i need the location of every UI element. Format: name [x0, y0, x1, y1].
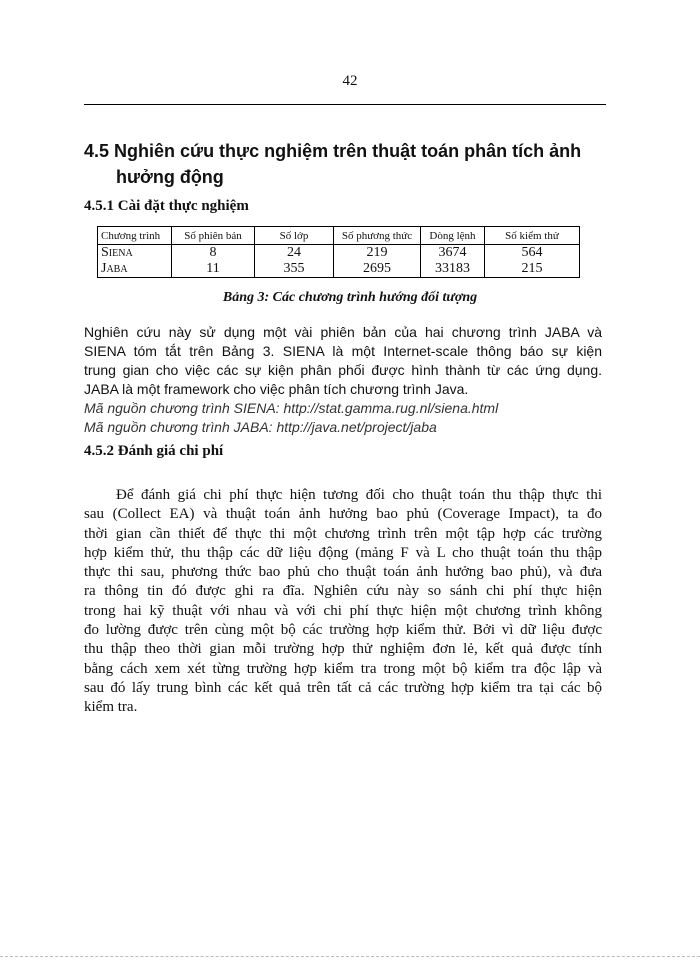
- intro-paragraph: [84, 323, 602, 437]
- cell-loc: 33183: [421, 261, 485, 278]
- header-loc: Dòng lệnh: [421, 227, 485, 245]
- section-heading: [84, 138, 604, 190]
- cell-tests: 215: [485, 261, 580, 278]
- paragraph-line: thực thi sau, phương thức bao phủ cho thuật toán ảnh hưởng bao phủ), và đưa: [84, 564, 602, 581]
- table-header-row: [98, 227, 580, 245]
- paragraph-line: sau (Collect EA) và thuật toán ảnh hưởng bao phủ (Coverage Impact), ta đo: [84, 506, 602, 523]
- header-rule: [84, 104, 606, 105]
- source-link-siena: Mã nguồn chương trình SIENA: http://stat.gamma.rug.nl/siena.html: [84, 400, 499, 416]
- programs-table: [97, 226, 580, 278]
- section-heading-line1: 4.5 Nghiên cứu thực nghiệm trên thuật toán phân tích ảnh: [84, 141, 582, 161]
- paragraph-line: thu thập theo thời gian mỗi trường hợp thử nghiệm đơn lẻ, kết quả được tính: [84, 641, 602, 658]
- paragraph-line: thời gian cần thiết để thực thi một chương trình trên một tập hợp các trường: [84, 525, 602, 542]
- paragraph-line: Nghiên cứu này sử dụng một vài phiên bản của hai chương trình JABA và: [84, 324, 602, 340]
- page-bottom-rule: [0, 956, 700, 957]
- paragraph-line: kiểm tra.: [84, 699, 138, 716]
- paragraph-line: bằng cách xem xét từng trường hợp kiểm tra trong một bộ kiểm tra độc lập và: [84, 660, 602, 677]
- cell-program: Jaba: [98, 261, 172, 278]
- cell-classes: 355: [255, 261, 334, 278]
- paragraph-line: ra thông tin đó được ghi ra đĩa. Nghiên cứu này so sánh chi phí thực hiện: [84, 583, 602, 600]
- header-program: Chương trình: [98, 227, 172, 245]
- cell-tests: 564: [485, 245, 580, 262]
- cell-classes: 24: [255, 245, 334, 262]
- header-classes: Số lớp: [255, 227, 334, 245]
- table-row: [98, 245, 580, 262]
- paragraph-line: JABA là một framework cho việc phân tích chương trình Java.: [84, 381, 469, 397]
- paragraph-line: hợp kiểm thử, thu thập các dữ liệu động (mảng F và L cho thuật toán thu thập: [84, 544, 602, 561]
- paragraph-line: SIENA tóm tắt trên Bảng 3. SIENA là một Internet-scale thông báo sự kiện: [84, 343, 602, 359]
- header-methods: Số phương thức: [334, 227, 421, 245]
- subsection-heading-cost: 4.5.2 Đánh giá chi phí: [84, 443, 224, 459]
- paragraph-line: trong hai kỹ thuật với nhau và với chi phí thực hiện một chương trình không: [84, 602, 602, 619]
- cell-methods: 219: [334, 245, 421, 262]
- header-versions: Số phiên bản: [172, 227, 255, 245]
- cell-versions: 8: [172, 245, 255, 262]
- cell-loc: 3674: [421, 245, 485, 262]
- header-tests: Số kiểm thử: [485, 227, 580, 245]
- cost-paragraph: [84, 486, 602, 718]
- paragraph-line: Để đánh giá chi phí thực hiện tương đối cho thuật toán thu thập thực thi: [116, 487, 602, 503]
- cell-methods: 2695: [334, 261, 421, 278]
- paragraph-line: sau đó lấy trung bình các kết quả trên tất cả các trường hợp kiểm tra tại các bộ: [84, 679, 602, 696]
- cell-program: Siena: [98, 245, 172, 262]
- paragraph-line: trung gian cho việc các sự kiện phân phối được hình thành từ các ứng dụng.: [84, 362, 602, 378]
- subsection-heading-setup: 4.5.1 Cài đặt thực nghiệm: [84, 198, 249, 214]
- table-row: [98, 261, 580, 278]
- section-heading-line2: hưởng động: [116, 167, 224, 187]
- source-link-jaba: Mã nguồn chương trình JABA: http://java.net/project/jaba: [84, 419, 437, 435]
- table-caption: Bảng 3: Các chương trình hướng đối tượng: [222, 290, 478, 305]
- cell-versions: 11: [172, 261, 255, 278]
- paragraph-line: đo lường được trên cùng một bộ các trường hợp kiểm thử. Bởi vì dữ liệu được: [84, 622, 602, 639]
- page-number: 42: [342, 73, 358, 89]
